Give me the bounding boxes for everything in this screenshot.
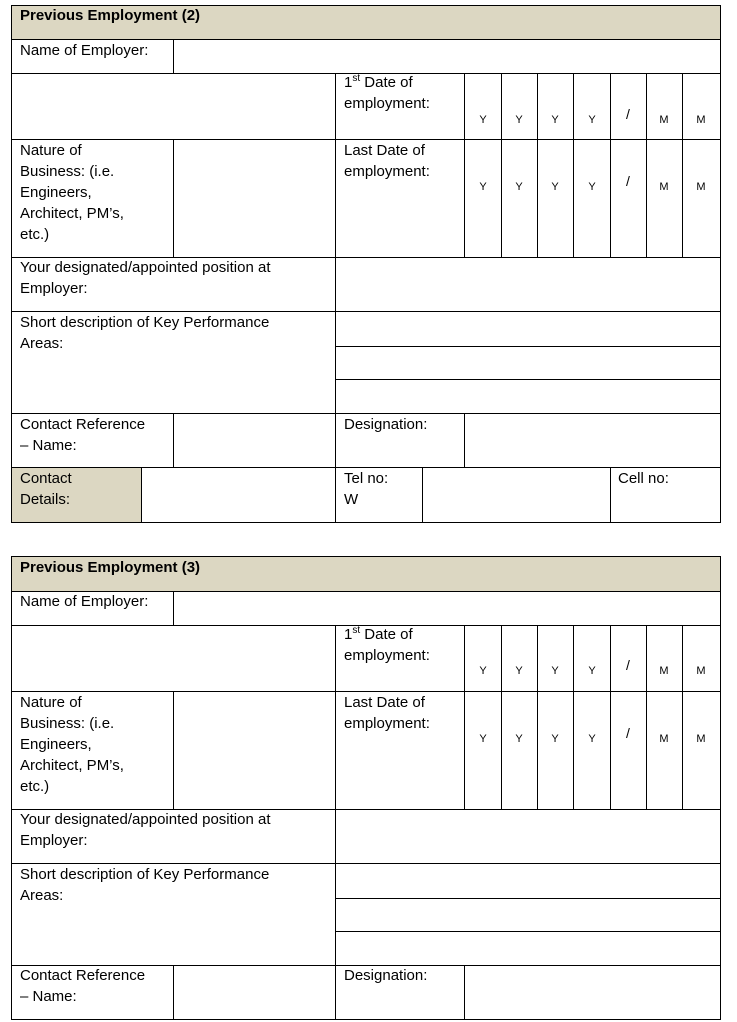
nature-of-business-field[interactable] bbox=[173, 691, 336, 810]
kpa-label-1: Short description of Key Performance bbox=[20, 314, 270, 331]
designation-field[interactable] bbox=[464, 965, 721, 1020]
last-date-label-1: Last Date of bbox=[344, 142, 425, 159]
nature-of-business-label-1: Nature of bbox=[20, 142, 82, 159]
first-date-year-4[interactable] bbox=[573, 625, 611, 692]
last-date-label-2: employment: bbox=[344, 715, 430, 732]
last-date-year-4[interactable] bbox=[573, 139, 611, 258]
date-hint-y: Y bbox=[479, 665, 487, 677]
first-date-year-1[interactable] bbox=[464, 625, 502, 692]
date-hint-y: Y bbox=[551, 733, 559, 745]
last-date-separator bbox=[610, 691, 647, 810]
first-date-blank-cell bbox=[11, 73, 336, 140]
date-hint-y: Y bbox=[515, 114, 523, 126]
contact-reference-name-field[interactable] bbox=[173, 413, 336, 468]
last-date-month-2[interactable] bbox=[682, 139, 721, 258]
last-date-month-1[interactable] bbox=[646, 691, 683, 810]
first-date-year-2[interactable] bbox=[501, 625, 538, 692]
nature-of-business-label-3: Engineers, bbox=[20, 736, 92, 753]
position-field[interactable] bbox=[335, 809, 721, 864]
nature-of-business-label-4: Architect, PM’s, bbox=[20, 757, 124, 774]
nature-of-business-label-2: Business: (i.e. bbox=[20, 715, 115, 732]
last-date-month-1[interactable] bbox=[646, 139, 683, 258]
name-of-employer-field[interactable] bbox=[173, 39, 721, 74]
kpa-field-3[interactable] bbox=[335, 379, 721, 414]
position-field[interactable] bbox=[335, 257, 721, 312]
date-hint-y: Y bbox=[515, 733, 523, 745]
contact-details-label-1: Contact bbox=[20, 470, 72, 487]
nature-of-business-label-5: etc.) bbox=[20, 226, 50, 243]
kpa-field-1[interactable] bbox=[335, 311, 721, 347]
tel-label-1: Tel no: bbox=[344, 470, 389, 487]
first-date-year-3[interactable] bbox=[537, 73, 574, 140]
last-date-year-4[interactable] bbox=[573, 691, 611, 810]
name-of-employer-label: Name of Employer: bbox=[20, 42, 149, 59]
last-date-year-2[interactable] bbox=[501, 691, 538, 810]
position-label-1: Your designated/appointed position at bbox=[20, 811, 271, 828]
name-of-employer-field[interactable] bbox=[173, 591, 721, 626]
designation-label: Designation: bbox=[344, 967, 428, 984]
cell-label: Cell no: bbox=[618, 470, 669, 487]
last-date-year-3[interactable] bbox=[537, 139, 574, 258]
date-hint-m: M bbox=[659, 114, 669, 126]
date-hint-y: Y bbox=[515, 181, 523, 193]
first-date-label-line2: employment: bbox=[344, 95, 430, 112]
date-hint-y: Y bbox=[551, 114, 559, 126]
nature-of-business-label-5: etc.) bbox=[20, 778, 50, 795]
kpa-label-2: Areas: bbox=[20, 887, 64, 904]
date-hint-m: M bbox=[696, 181, 706, 193]
tel-label-2: W bbox=[344, 491, 359, 508]
designation-label: Designation: bbox=[344, 416, 428, 433]
nature-of-business-label-4: Architect, PM’s, bbox=[20, 205, 124, 222]
date-hint-slash: / bbox=[626, 657, 630, 673]
last-date-month-2[interactable] bbox=[682, 691, 721, 810]
contact-details-label-2: Details: bbox=[20, 491, 71, 508]
date-hint-m: M bbox=[696, 665, 706, 677]
date-hint-m: M bbox=[659, 181, 669, 193]
section-title: Previous Employment (2) bbox=[20, 7, 201, 24]
kpa-field-2[interactable] bbox=[335, 898, 721, 932]
first-date-year-3[interactable] bbox=[537, 625, 574, 692]
first-date-year-2[interactable] bbox=[501, 73, 538, 140]
date-hint-y: Y bbox=[588, 733, 596, 745]
position-label-1: Your designated/appointed position at bbox=[20, 259, 271, 276]
date-hint-slash: / bbox=[626, 725, 630, 741]
tel-field[interactable] bbox=[422, 467, 611, 523]
date-hint-y: Y bbox=[551, 181, 559, 193]
date-hint-m: M bbox=[696, 114, 706, 126]
first-date-year-1[interactable] bbox=[464, 73, 502, 140]
date-hint-m: M bbox=[659, 733, 669, 745]
date-hint-slash: / bbox=[626, 106, 630, 122]
position-label-2: Employer: bbox=[20, 832, 88, 849]
first-date-year-4[interactable] bbox=[573, 73, 611, 140]
date-hint-y: Y bbox=[588, 114, 596, 126]
date-hint-y: Y bbox=[479, 181, 487, 193]
first-date-label: 1st Date of bbox=[344, 625, 413, 643]
kpa-field-1[interactable] bbox=[335, 863, 721, 899]
last-date-year-2[interactable] bbox=[501, 139, 538, 258]
last-date-label-1: Last Date of bbox=[344, 694, 425, 711]
last-date-year-1[interactable] bbox=[464, 691, 502, 810]
first-date-blank-cell bbox=[11, 625, 336, 692]
contact-details-field[interactable] bbox=[141, 467, 336, 523]
first-date-month-2[interactable] bbox=[682, 625, 721, 692]
nature-of-business-label-2: Business: (i.e. bbox=[20, 163, 115, 180]
section-title: Previous Employment (3) bbox=[20, 559, 201, 576]
name-of-employer-label: Name of Employer: bbox=[20, 593, 149, 610]
contact-reference-label-2: – Name: bbox=[20, 437, 77, 454]
date-hint-y: Y bbox=[588, 665, 596, 677]
contact-reference-label-1: Contact Reference bbox=[20, 967, 146, 984]
kpa-field-3[interactable] bbox=[335, 931, 721, 966]
first-date-month-2[interactable] bbox=[682, 73, 721, 140]
last-date-separator bbox=[610, 139, 647, 258]
kpa-label-2: Areas: bbox=[20, 335, 64, 352]
date-hint-y: Y bbox=[515, 665, 523, 677]
nature-of-business-label-3: Engineers, bbox=[20, 184, 92, 201]
nature-of-business-field[interactable] bbox=[173, 139, 336, 258]
designation-field[interactable] bbox=[464, 413, 721, 468]
last-date-label-2: employment: bbox=[344, 163, 430, 180]
date-hint-slash: / bbox=[626, 173, 630, 189]
first-date-label: 1st Date of bbox=[344, 73, 413, 91]
date-hint-y: Y bbox=[479, 733, 487, 745]
date-hint-y: Y bbox=[479, 114, 487, 126]
date-hint-m: M bbox=[659, 665, 669, 677]
last-date-year-1[interactable] bbox=[464, 139, 502, 258]
nature-of-business-label-1: Nature of bbox=[20, 694, 82, 711]
contact-reference-label-2: – Name: bbox=[20, 988, 77, 1005]
date-hint-m: M bbox=[696, 733, 706, 745]
first-date-month-1[interactable] bbox=[646, 73, 683, 140]
last-date-year-3[interactable] bbox=[537, 691, 574, 810]
first-date-month-1[interactable] bbox=[646, 625, 683, 692]
first-date-label-line2: employment: bbox=[344, 647, 430, 664]
kpa-field-2[interactable] bbox=[335, 346, 721, 380]
contact-reference-label-1: Contact Reference bbox=[20, 416, 146, 433]
contact-reference-name-field[interactable] bbox=[173, 965, 336, 1020]
date-hint-y: Y bbox=[551, 665, 559, 677]
kpa-label-1: Short description of Key Performance bbox=[20, 866, 270, 883]
date-hint-y: Y bbox=[588, 181, 596, 193]
position-label-2: Employer: bbox=[20, 280, 88, 297]
